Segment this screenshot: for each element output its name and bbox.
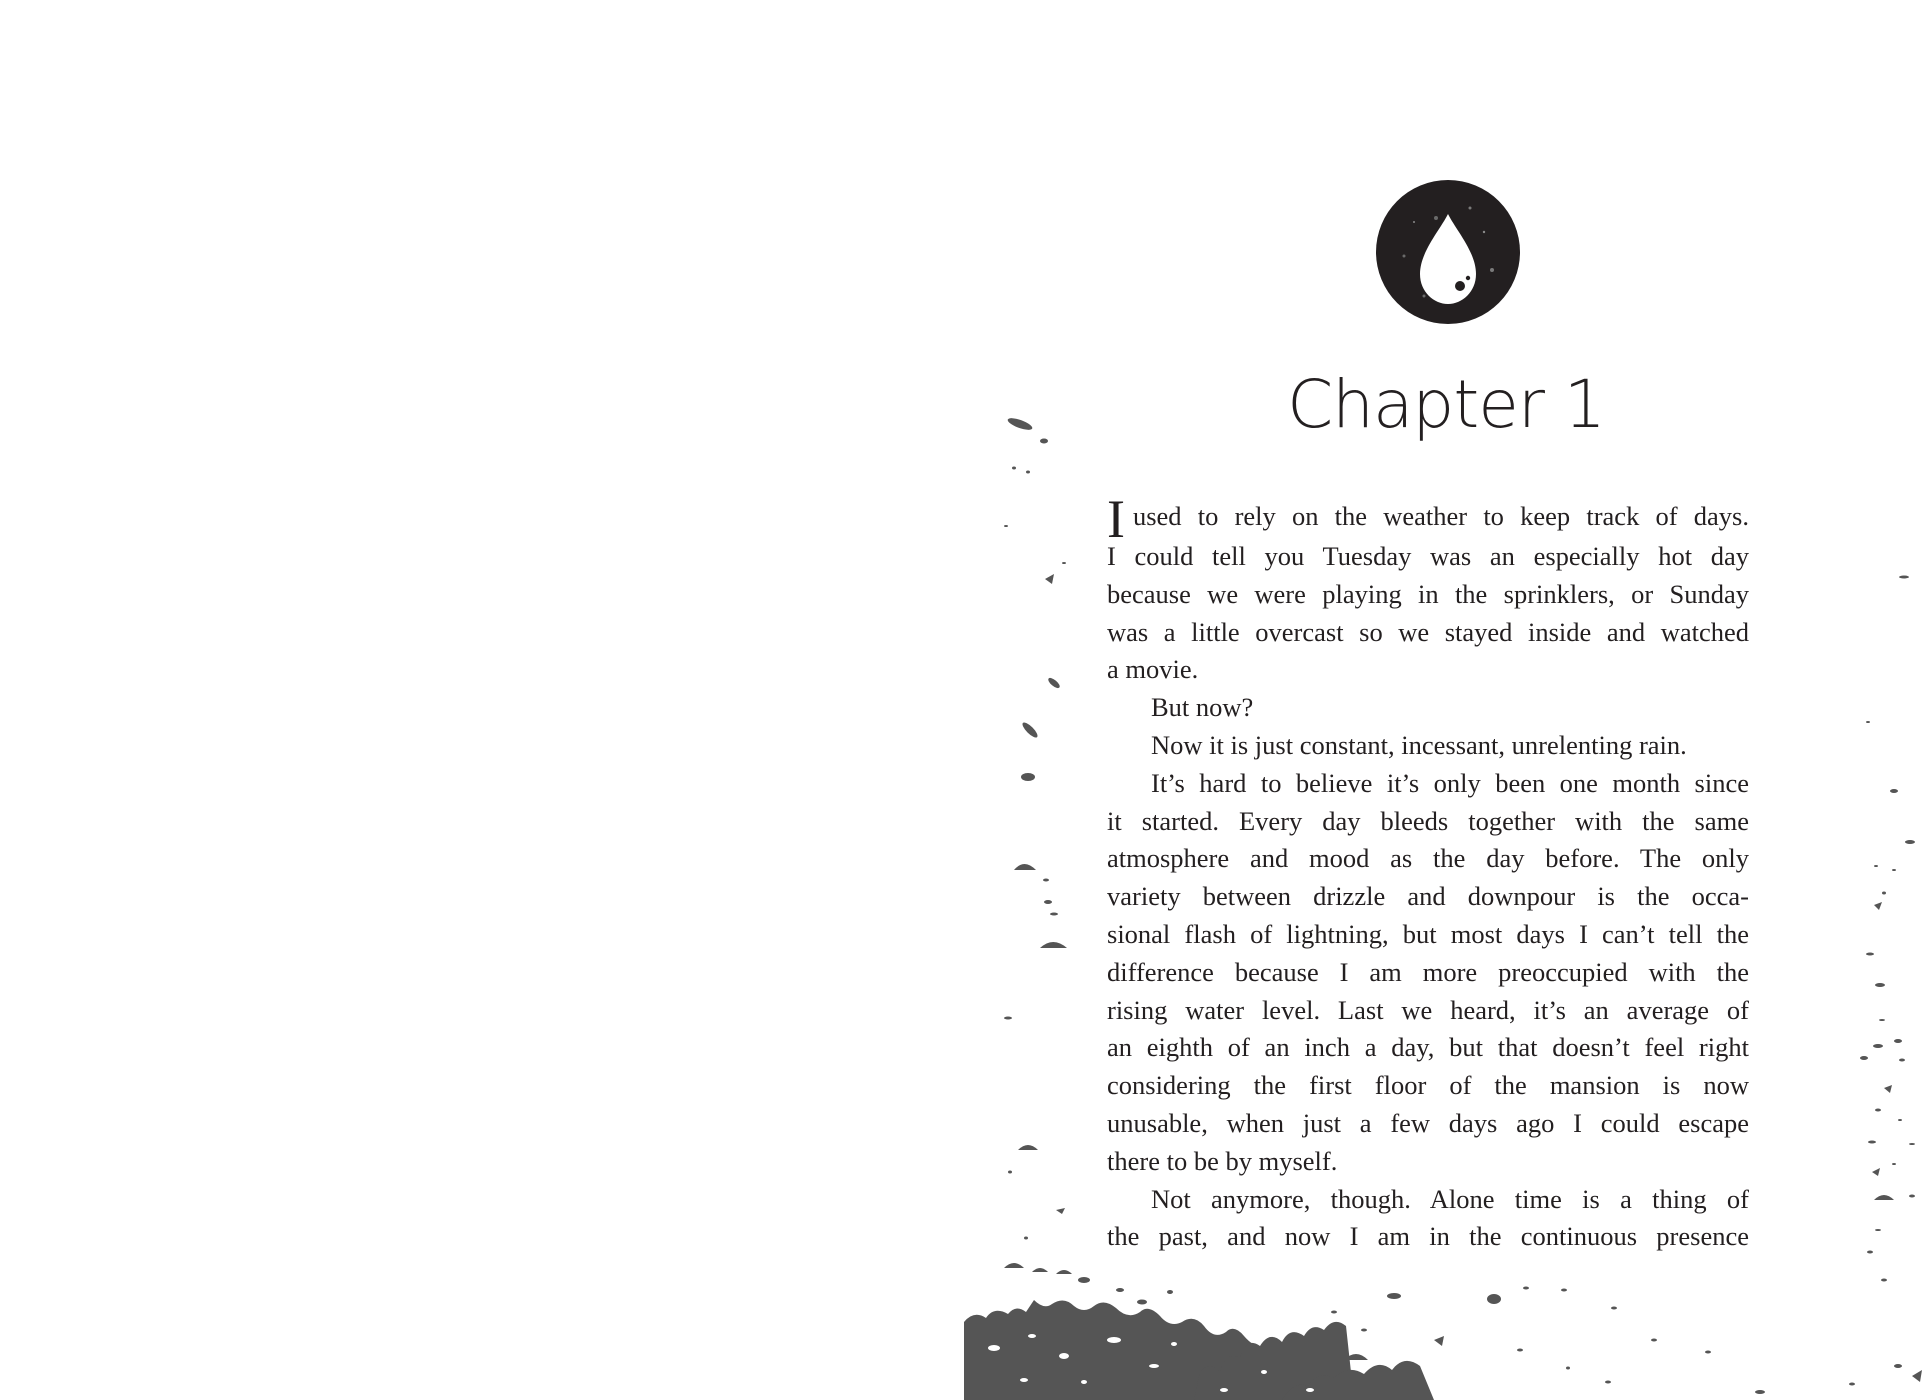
chapter-title: Chapter 1 xyxy=(1287,366,1605,443)
raindrop-in-circle-icon xyxy=(1374,178,1522,326)
drop-initial: I xyxy=(1107,489,1125,549)
paragraph-5 xyxy=(1107,1181,1749,1257)
text-line: there to be by myself. xyxy=(1107,1145,1338,1176)
text-line: unusable, when just a few days ago I could escape xyxy=(1107,1107,1749,1138)
text-line: the past, and now I am in the continuous presence xyxy=(1107,1221,1749,1252)
text-line: It’s hard to believe it’s only been one month since xyxy=(1151,767,1749,798)
text-line: rising water level. Last we heard, it’s an average of xyxy=(1107,994,1749,1025)
paragraph-2 xyxy=(1107,689,1749,727)
text-line: considering the first floor of the mansion is now xyxy=(1107,1070,1749,1101)
text-line: variety between drizzle and downpour is the occa- xyxy=(1107,881,1749,912)
text-line: Now it is just constant, incessant, unrelenting rain. xyxy=(1151,729,1687,760)
chapter-body-text xyxy=(1107,489,1749,1256)
text-line: I could tell you Tuesday was an especially hot day xyxy=(1107,541,1749,571)
text-line: atmosphere and mood as the day before. The only xyxy=(1107,843,1749,874)
text-line: because we were playing in the sprinklers, or Sunday xyxy=(1107,578,1749,609)
text-line: Not anymore, though. Alone time is a thing of xyxy=(1151,1183,1749,1214)
text-line: sional flash of lightning, but most days I can’t tell the xyxy=(1107,918,1749,949)
text-line: an eighth of an inch a day, but that doesn’t feel right xyxy=(1107,1032,1749,1063)
text-line: difference because I am more preoccupied with the xyxy=(1107,956,1749,987)
right-page xyxy=(964,0,1928,1400)
text-line: used to rely on the weather to keep track of days. xyxy=(1132,501,1749,531)
paragraph-1 xyxy=(1107,489,1749,689)
paragraph-4 xyxy=(1107,765,1749,1181)
text-line: it started. Every day bleeds together with the same xyxy=(1107,805,1749,836)
text-line: But now? xyxy=(1151,692,1254,723)
paragraph-3 xyxy=(1107,727,1749,765)
text-line: was a little overcast so we stayed inside and watched xyxy=(1107,616,1749,647)
text-line: a movie. xyxy=(1107,654,1199,685)
